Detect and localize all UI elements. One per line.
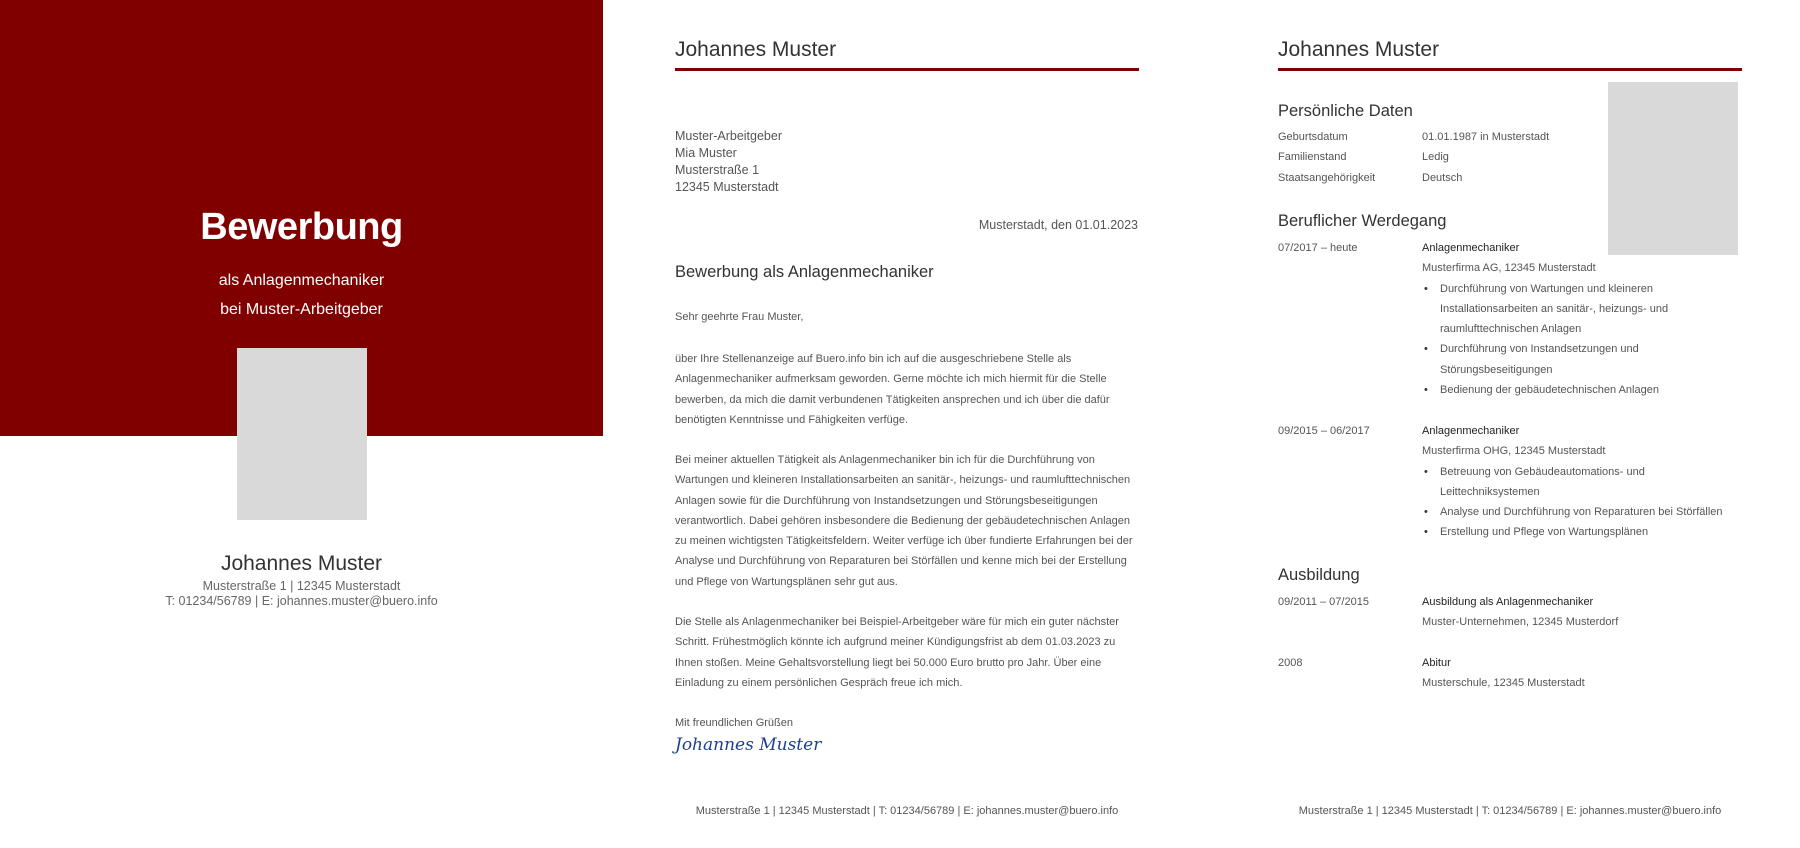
letter-header-name: Johannes Muster (675, 38, 837, 61)
recipient-line: Muster-Arbeitgeber (675, 129, 782, 143)
letter-paragraph: Die Stelle als Anlagenmechaniker bei Beispiel-Arbeitgeber wäre für mich ein guter nächster Schritt. Frühestmöglich könnte ich aufgrund meiner Kündigungsfrist ab dem 01.03.2023 zu Ihnen stoßen. Meine Gehaltsvorstellung liegt bei 50.000 Euro brutto pro Jahr. Über eine Einladung zu einem persönlichen Gespräch freue ich mich. (675, 616, 1119, 689)
education-entry (1278, 653, 1738, 694)
cover-letter-page (603, 0, 1206, 848)
career-task: • Analyse und Durchführung von Reparaturen bei Störfällen (1422, 502, 1738, 522)
cv-header-rule (1278, 68, 1742, 71)
education-period: 2008 (1278, 657, 1303, 669)
personal-data-value: Deutsch (1422, 172, 1463, 184)
letter-paragraph: Bei meiner aktuellen Tätigkeit als Anlagenmechaniker bin ich für die Durchführung von Wartungen und kleineren Installationsarbeiten an sanitär-, heizungs- und raumlufttechnischen Anlagen sowie für die Durchführung von Instandsetzungen und Störungsbeseitigungen verantwortlich. Dabei gehören insbesondere die Bedienung der gebäudetechnischen Anlagen zu meinen wichtigsten Tätigkeitsfeldern. Weiter verfüge ich über fundierte Erfahrungen bei der Analyse und Durchführung von Reparaturen bei Störfällen und kenne mich bei der Erstellung und Pflege von Wartungsplänen sehr gut aus. (675, 454, 1133, 588)
signature: Johannes Muster (675, 735, 822, 755)
education-place: Muster-Unternehmen, 12345 Musterdorf (1422, 616, 1619, 629)
letter-header-rule (675, 68, 1139, 71)
cv-footer: Musterstraße 1 | 12345 Musterstadt | T: 01234/56789 | E: johannes.muster@buero.info (1298, 805, 1722, 817)
personal-data-key: Staatsangehörigkeit (1278, 172, 1376, 184)
personal-data-row (1278, 151, 1449, 163)
cv-page (1206, 0, 1800, 848)
section-title-career: Beruflicher Werdegang (1278, 212, 1447, 230)
career-tasks (1422, 462, 1738, 543)
education-title: Abitur (1422, 657, 1451, 669)
cover-page (0, 0, 603, 848)
letter-closing: Mit freundlichen Grüßen (675, 717, 793, 729)
personal-data-key: Familienstand (1278, 151, 1347, 163)
cover-address: Musterstraße 1 | 12345 Musterstadt (202, 579, 401, 593)
cover-photo-placeholder (237, 348, 367, 520)
section-title-personal: Persönliche Daten (1278, 102, 1413, 120)
career-period: 09/2015 – 06/2017 (1278, 425, 1370, 437)
cv-header-name: Johannes Muster (1278, 38, 1440, 61)
cv-photo-placeholder (1608, 82, 1738, 255)
personal-data-row (1278, 172, 1462, 184)
recipient-line: 12345 Musterstadt (675, 180, 779, 194)
career-task: • Betreuung von Gebäudeautomations- und Leittechniksystemen (1422, 462, 1738, 503)
career-task: • Durchführung von Instandsetzungen und Störungsbeseitigungen (1422, 339, 1738, 380)
education-place: Musterschule, 12345 Musterstadt (1422, 677, 1585, 690)
career-role: Anlagenmechaniker (1422, 242, 1520, 254)
letter-paragraph: über Ihre Stellenanzeige auf Buero.info bin ich auf die ausgeschriebene Stelle als Anlagenmechaniker aufmerksam geworden. Gerne möchte ich mich hiermit für die Stelle bewerben, da mich die damit verbundenen Tätigkeiten ansprechen und ich über die dafür benötigten Kenntnisse und Fähigkeiten verfüge. (675, 353, 1110, 426)
recipient-line: Musterstraße 1 (675, 163, 760, 177)
cover-subtitle-employer: bei Muster-Arbeitgeber (220, 301, 383, 318)
career-entry (1278, 238, 1738, 400)
recipient-block (675, 128, 782, 196)
career-company: Musterfirma AG, 12345 Musterstadt (1422, 262, 1596, 275)
career-entry (1278, 421, 1738, 543)
cover-applicant-name: Johannes Muster (220, 552, 383, 575)
career-tasks (1422, 279, 1738, 401)
education-period: 09/2011 – 07/2015 (1278, 596, 1369, 608)
section-title-education: Ausbildung (1278, 566, 1360, 584)
education-entry (1278, 592, 1738, 633)
cover-contact: T: 01234/56789 | E: johannes.muster@buero.info (165, 594, 438, 608)
personal-data-key: Geburtsdatum (1278, 131, 1348, 143)
career-task: • Bedienung der gebäudetechnischen Anlagen (1422, 380, 1738, 400)
career-role: Anlagenmechaniker (1422, 425, 1520, 437)
personal-data-value: Ledig (1422, 151, 1449, 163)
career-task: • Erstellung und Pflege von Wartungsplänen (1422, 522, 1738, 542)
recipient-line: Mia Muster (675, 146, 737, 160)
letter-subject: Bewerbung als Anlagenmechaniker (675, 263, 934, 281)
career-company: Musterfirma OHG, 12345 Musterstadt (1422, 445, 1606, 458)
letter-date: Musterstadt, den 01.01.2023 (978, 218, 1138, 232)
career-task: • Durchführung von Wartungen und kleineren Installationsarbeiten an sanitär-, heizungs- und raumlufttechnischen Anlagen (1422, 279, 1738, 340)
career-period: 07/2017 – heute (1278, 242, 1358, 254)
cover-subtitle-position: als Anlagenmechaniker (218, 272, 385, 289)
letter-footer: Musterstraße 1 | 12345 Musterstadt | T: 01234/56789 | E: johannes.muster@buero.info (695, 805, 1119, 817)
personal-data-value: 01.01.1987 in Musterstadt (1422, 131, 1550, 143)
personal-data-row (1278, 131, 1549, 143)
letter-salutation: Sehr geehrte Frau Muster, (675, 311, 804, 323)
cover-title: Bewerbung (200, 206, 403, 248)
education-title: Ausbildung als Anlagenmechaniker (1422, 596, 1594, 608)
